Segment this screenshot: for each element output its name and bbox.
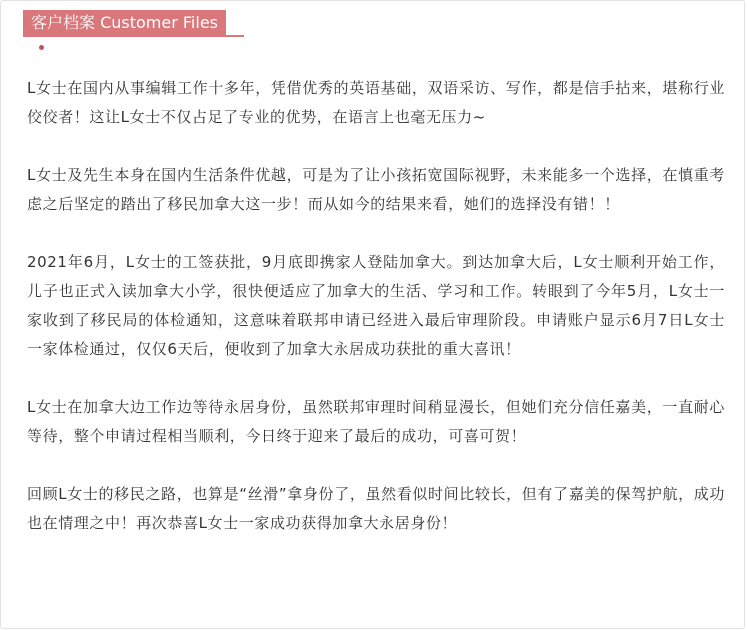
paragraph-3: 2021年6月，L女士的工签获批，9月底即携家人登陆加拿大。到达加拿大后，L女士顺利开始工作，儿子也正式入读加拿大小学，很快便适应了加拿大的生活、学习和工作。转眼到了今年5月，L女士一家收到了移民局的体检通知，这意味着联邦申请已经进入最后审理阶段。申请账户显示6月7日L女士一家体检通过，仅仅6天后，便收到了加拿大永居成功获批的重大喜讯！	[27, 253, 725, 358]
article-body	[27, 74, 725, 567]
section-title-banner	[23, 10, 226, 36]
section-title: 客户档案 Customer Files	[31, 13, 219, 32]
paragraph-1: L女士在国内从事编辑工作十多年，凭借优秀的英语基础，双语采访、写作，都是信手拈来，堪称行业佼佼者！这让L女士不仅占足了专业的优势，在语言上也毫无压力~	[27, 79, 725, 126]
paragraph-4: L女士在加拿大边工作边等待永居身份，虽然联邦审理时间稍显漫长，但她们充分信任嘉美，一直耐心等待，整个申请过程相当顺利，今日终于迎来了最后的成功，可喜可贺！	[27, 398, 725, 445]
title-underline	[23, 35, 244, 37]
paragraph-2: L女士及先生本身在国内生活条件优越，可是为了让小孩拓宽国际视野，未来能多一个选择，在慎重考虑之后坚定的踏出了移民加拿大这一步！而从如今的结果来看，她们的选择没有错！！	[27, 166, 725, 213]
paragraph-5: 回顾L女士的移民之路，也算是“丝滑”拿身份了，虽然看似时间比较长，但有了嘉美的保驾护航，成功也在情理之中！再次恭喜L女士一家成功获得加拿大永居身份！	[27, 485, 725, 532]
decorative-dot-icon	[39, 45, 44, 50]
